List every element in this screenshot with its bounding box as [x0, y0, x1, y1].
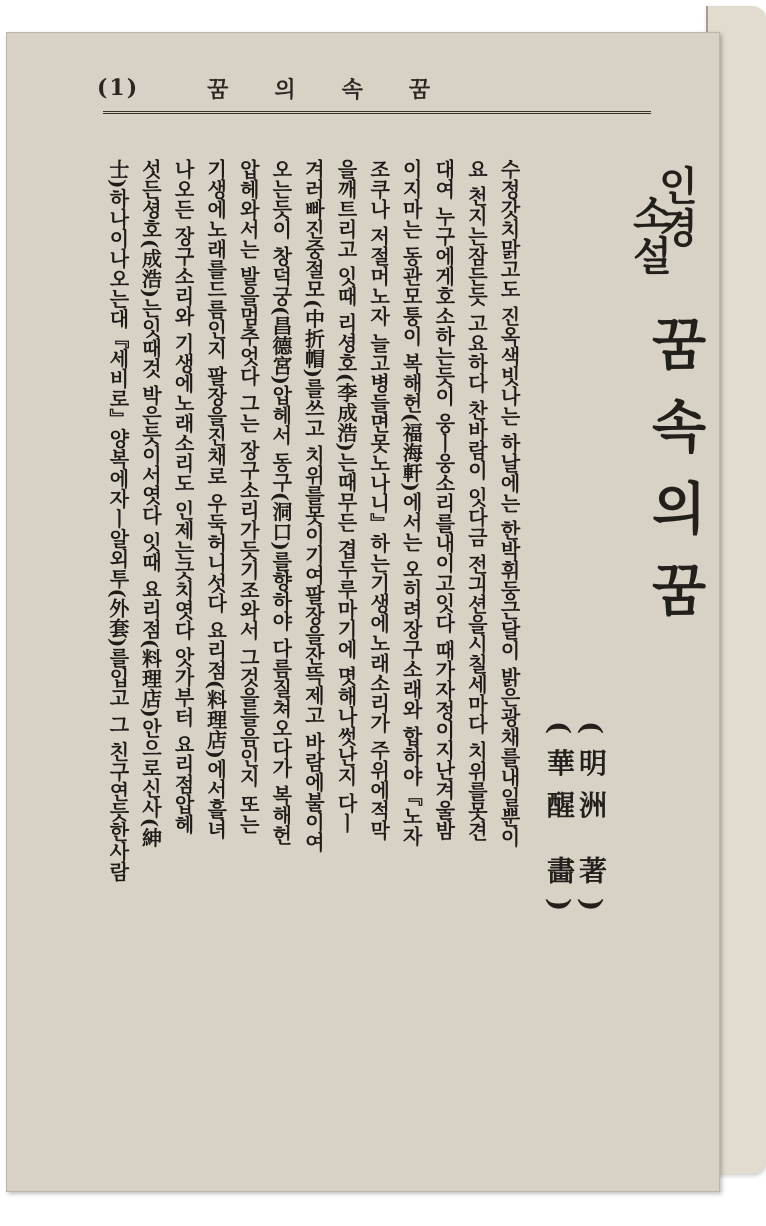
book-page: [6, 32, 720, 1192]
body-line: 조쿠나 저절머노자 늘고병들면못노나니』하는기생에노래소리가 주위에적막: [366, 159, 391, 840]
body-line: 이지마는 동관모퉁이 복해헌(福海軒)에서는 오히려장구소래와 합하야『노자: [399, 159, 424, 846]
running-title: 꿈의속꿈: [207, 76, 477, 103]
genre-label-bottom: 소설: [626, 193, 673, 277]
body-line: 기생에노래를드름인지 팔장을진채로 우둑허니섯다 요리점(料理店)에서흘녀: [203, 159, 228, 839]
body-text: [63, 159, 525, 1164]
body-line: 겨러빠진중절모(中折帽)를쓰고 치위를못이기여팔장을잔뜩제고 바람에불이여: [301, 159, 326, 852]
body-line: 대여 누구에게호소하는듯이 웅ㅣ웅소리를내이고잇다 때가자정이지난겨울밤: [431, 159, 456, 840]
body-line: 士)하나이나오는대『세비로』양복에자ㅣ알외투(外套)를입고 그 친구연듯한사람: [105, 159, 130, 882]
body-line: 을깨트리고 잇때 리셩호(李成浩)는때무든 겹두루마기에 몃해나썻난지 다ㅣ: [334, 159, 359, 833]
body-line: 요 천지는잠든듯 고요하다 찬바람이 잇다금 전긔션을시칠세마다 치위를못견: [464, 159, 489, 841]
body-line: 압헤와서는 발을멈추엇다 그는 장구소리가듯기조와서 그것을들음인지 또는: [236, 159, 261, 834]
body-line: 수정갓치맑고도 진옥색빗나는 하날에는 한박휘둥근달이 밝은광채를내일뿐이: [497, 159, 521, 847]
author-credit: (明洲 著): [575, 721, 608, 926]
body-line: 오는듯이 창덕궁(昌德宮)압헤서 동구(洞口)를향하야 다름질쳐오다가 복해헌: [268, 159, 293, 845]
artist-credit: (華醒 畵): [543, 721, 576, 926]
story-title: 꿈속의꿈: [642, 315, 708, 643]
page-header: [97, 71, 657, 105]
page-number: (1): [97, 75, 140, 101]
body-line: 섯든셩호(成浩)는잇때것 박은듯이서엿다 잇때 요리점(料理店)안으로신사(紳: [138, 159, 163, 848]
body-line: 나오든 장구소리와 기생에노래소리도 인제는긋치엿다 앗가부터 요리점압헤: [171, 159, 196, 834]
genre-label-top: 인경: [652, 165, 699, 249]
header-rule: [103, 111, 651, 114]
